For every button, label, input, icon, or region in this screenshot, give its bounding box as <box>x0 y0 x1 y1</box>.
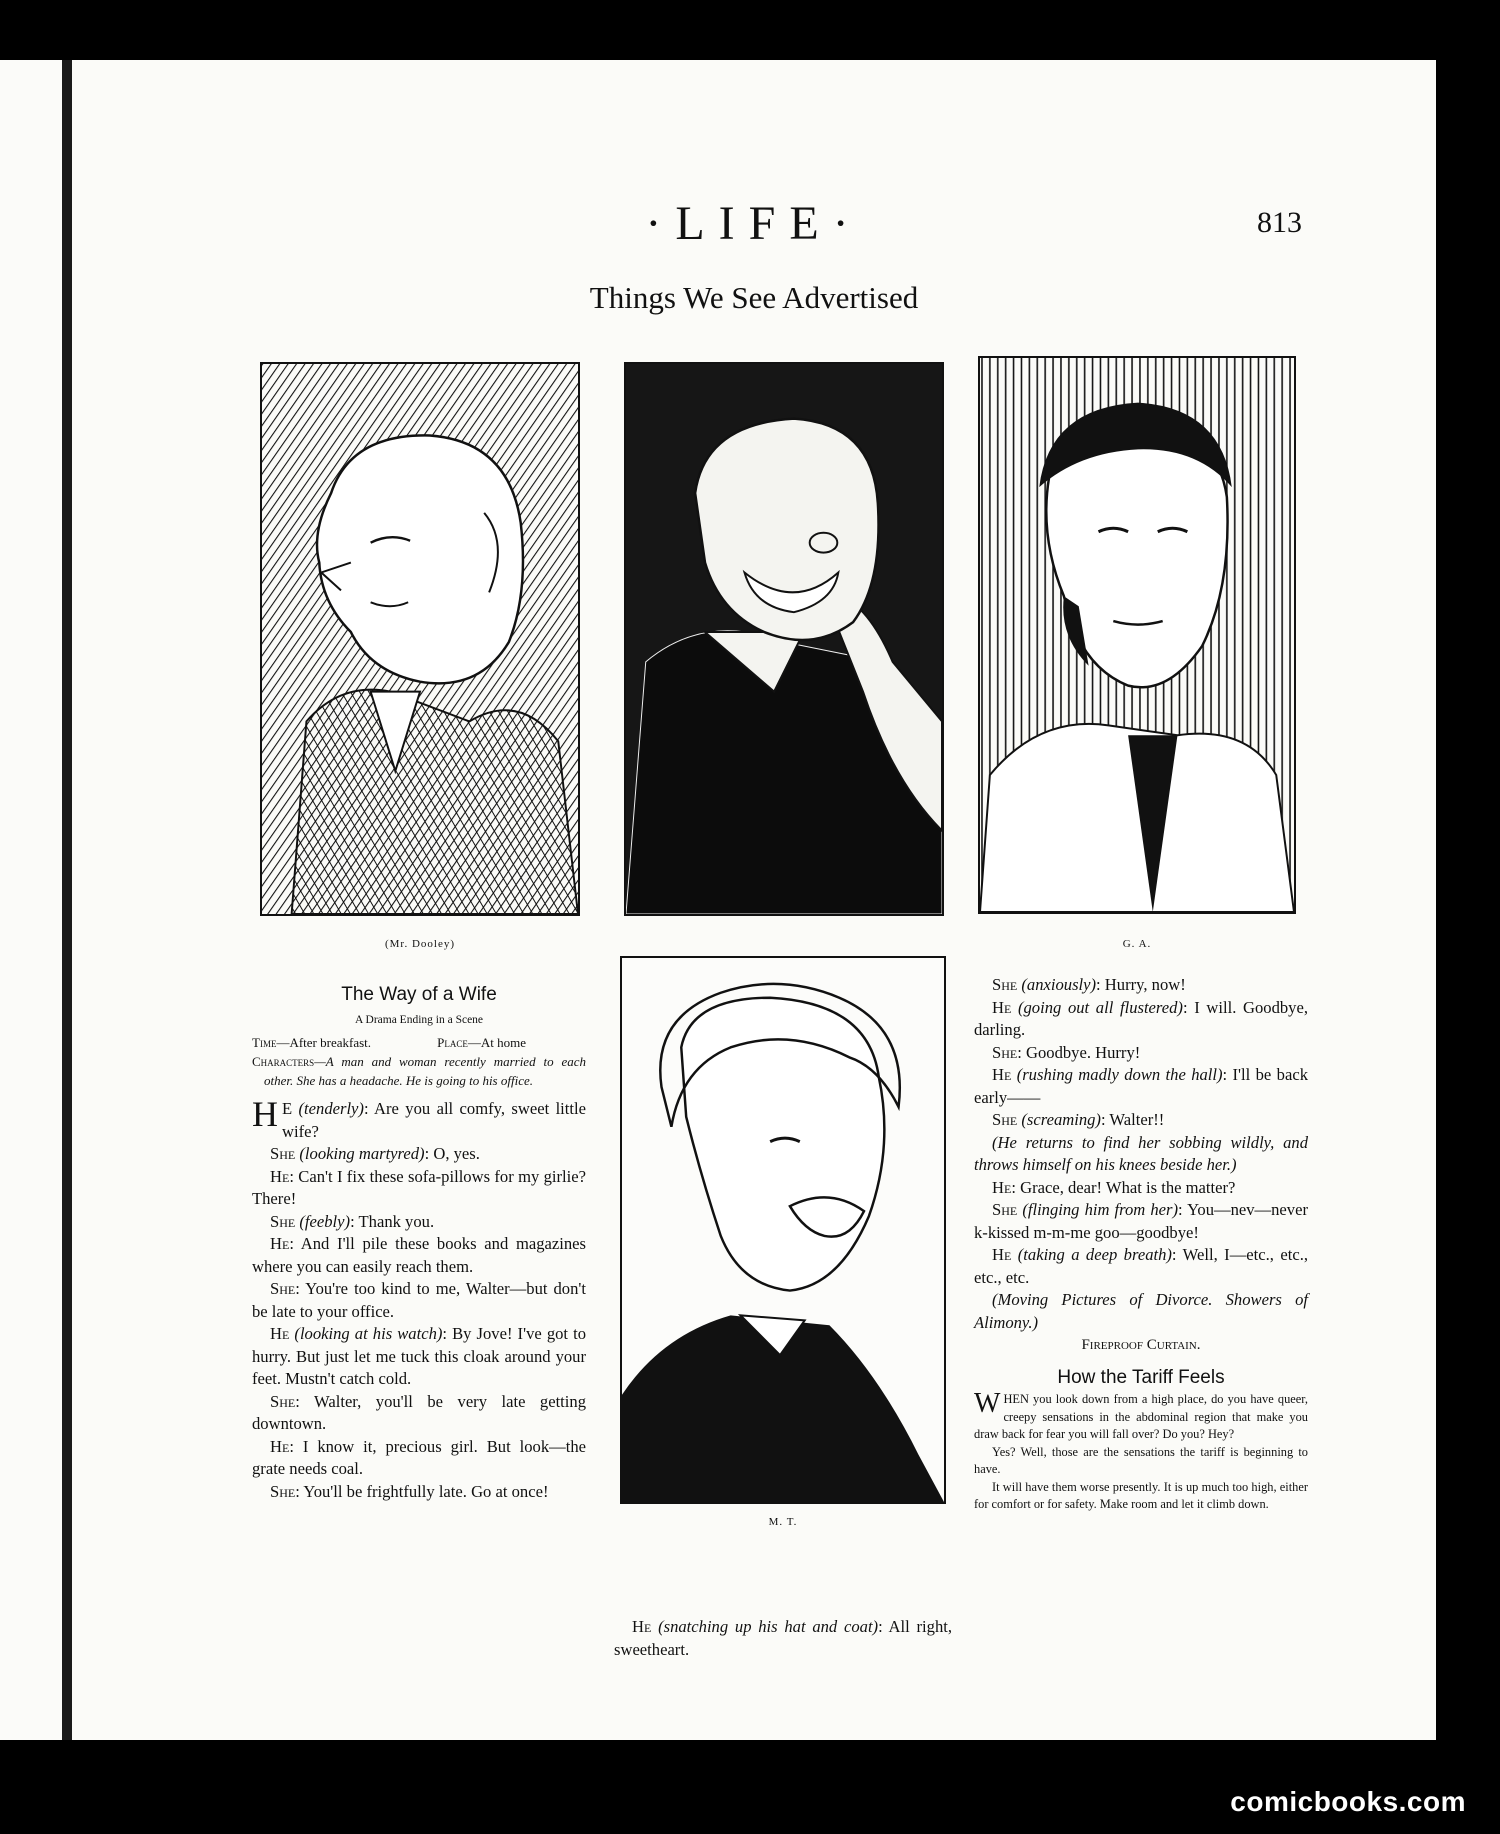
watermark: comicbooks.com <box>1230 1786 1466 1817</box>
tariff-p3: It will have them worse presently. It is up much too high, either for comfort or for safety. Make room and let it climb down. <box>974 1479 1308 1511</box>
tariff-article <box>974 1388 1308 1514</box>
portrait-mt <box>620 956 946 1504</box>
line-9: He: I know it, precious girl. But look—the grate needs coal. <box>252 1436 586 1478</box>
right-line-5: She (screaming): Walter!! <box>992 1110 1165 1129</box>
line-he-hat: He (snatching up his hat and coat): All right, sweetheart. <box>614 1617 952 1659</box>
article-subtitle: A Drama Ending in a Scene <box>354 1013 484 1026</box>
tariff-p2: Yes? Well, those are the sensations the tariff is beginning to have. <box>974 1444 1308 1476</box>
tariff-title: How the Tariff Feels <box>1057 1366 1225 1388</box>
right-stage-1: (He returns to find her sobbing wildly, and throws himself on his knees beside her.) <box>974 1132 1308 1174</box>
left-page-edge <box>0 60 62 1740</box>
right-line-4: He (rushing madly down the hall): I'll be back early—— <box>974 1065 1308 1107</box>
line-8: She: Walter, you'll be very late getting downtown. <box>252 1391 586 1433</box>
place-line: Place—At home <box>437 1035 526 1050</box>
curtain-line: Fireproof Curtain. <box>1081 1337 1201 1353</box>
middle-continuation <box>614 1616 952 1661</box>
line-2: She (looking martyred): O, yes. <box>270 1144 480 1163</box>
portrait-wdh <box>624 362 944 916</box>
tariff-p1: WHEN you look down from a high place, do you have queer, creepy sensations in the abdominal region that make you draw back for fear you will fall over? Do you? Hey? <box>974 1388 1308 1441</box>
book-gutter <box>62 60 72 1740</box>
portrait-ga <box>978 356 1296 914</box>
right-line-2: He (going out all flustered): I will. Goodbye, darling. <box>974 997 1308 1039</box>
right-line-1: She (anxiously): Hurry, now! <box>992 975 1186 994</box>
setting-line <box>252 1033 586 1052</box>
right-stage-2: (Moving Pictures of Divorce. Showers of Alimony.) <box>974 1290 1308 1332</box>
line-4: She (feebly): Thank you. <box>270 1211 435 1231</box>
line-3: He: Can't I fix these sofa-pillows for my girlie? There! <box>252 1166 586 1208</box>
caption-mr-dooley: (Mr. Dooley) <box>384 938 456 950</box>
article-title: The Way of a Wife <box>341 984 497 1005</box>
magazine-page <box>72 60 1436 1740</box>
article-continuation-right <box>974 974 1308 1514</box>
line-5: He: And I'll pile these books and magazines where you can easily reach them. <box>252 1234 586 1276</box>
line-1: H E (tenderly): Are you all comfy, sweet little wife? <box>252 1094 586 1141</box>
time-line: Time—After breakfast. <box>252 1035 372 1050</box>
right-line-9: He (taking a deep breath): Well, I—etc., etc., etc., etc. <box>974 1245 1308 1287</box>
page-number: 813 <box>1257 206 1302 239</box>
caption-ga: G. A. <box>1122 938 1152 950</box>
line-6: She: You're too kind to me, Walter—but don't be late to your office. <box>252 1279 586 1321</box>
headline: Things We See Advertised <box>589 280 919 315</box>
line-10: She: You'll be frightfully late. Go at once! <box>270 1481 549 1501</box>
portrait-mr-dooley <box>260 362 580 916</box>
characters-line: Characters—A man and woman recently married to each other. She has a headache. He is going to his office. <box>252 1054 586 1088</box>
right-line-7: He: Grace, dear! What is the matter? <box>992 1177 1236 1197</box>
right-line-3: She: Goodbye. Hurry! <box>992 1042 1141 1062</box>
article-way-of-a-wife <box>252 984 586 1503</box>
caption-mt: M. T. <box>768 1516 798 1528</box>
right-line-8: She (flinging him from her): You—nev—never k-kissed m-m-me goo—goodbye! <box>974 1200 1308 1242</box>
masthead: ·LIFE· <box>645 197 863 250</box>
line-7: He (looking at his watch): By Jove! I've got to hurry. But just let me tuck this cloak around your feet. Mustn't catch cold. <box>252 1324 587 1388</box>
